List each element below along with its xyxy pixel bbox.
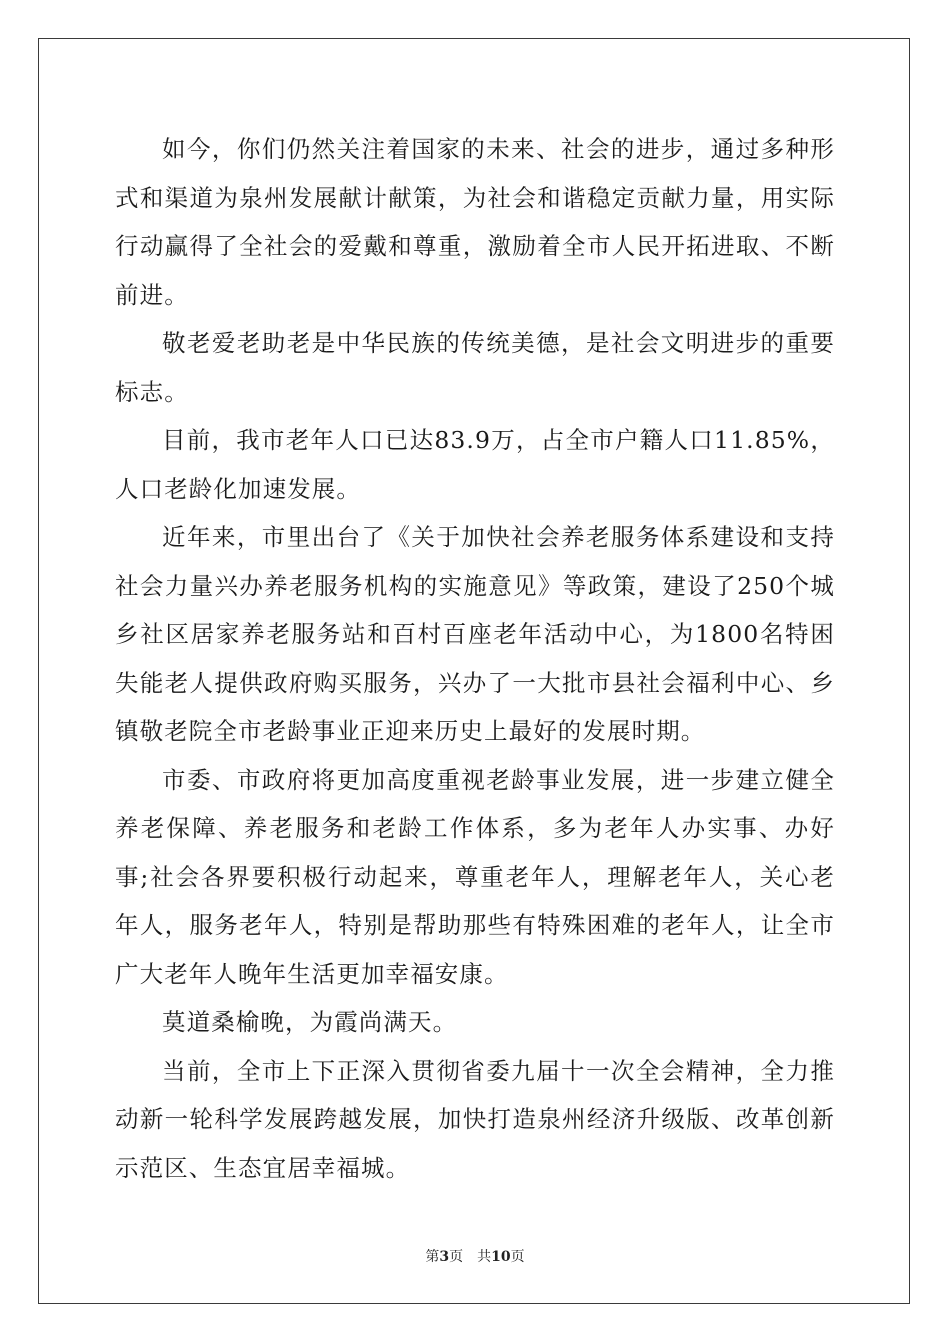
page-suffix: 页 [449, 1249, 464, 1265]
paragraph: 如今，你们仍然关注着国家的未来、社会的进步，通过多种形式和渠道为泉州发展献计献策，为社会和谐稳定贡献力量，用实际行动赢得了全社会的爱戴和尊重，激励着全市人民开拓进取、不断前进。 [115, 135, 835, 309]
paragraph: 莫道桑榆晚，为霞尚满天。 [162, 1008, 458, 1036]
page-prefix: 第 [425, 1249, 440, 1265]
paragraph: 敬老爱老助老是中华民族的传统美德，是社会文明进步的重要标志。 [115, 329, 835, 406]
paragraph: 市委、市政府将更加高度重视老龄事业发展，进一步建立健全养老保障、养老服务和老龄工作体系，多为老年人办实事、办好事;社会各界要积极行动起来，尊重老年人，理解老年人，关心老年人，服务老年人，特别是帮助那些有特殊困难的老年人，让全市广大老年人晚年生活更加幸福安康。 [115, 765, 835, 988]
paragraph: 当前，全市上下正深入贯彻省委九届十一次全会精神，全力推动新一轮科学发展跨越发展，加快打造泉州经济升级版、改革创新示范区、生态宜居幸福城。 [115, 1056, 835, 1182]
page-footer [0, 1246, 950, 1266]
document-body [115, 125, 835, 1192]
page-number: 3 [439, 1249, 450, 1265]
total-suffix: 页 [510, 1249, 525, 1265]
paragraph: 近年来，市里出台了《关于加快社会养老服务体系建设和支持社会力量兴办养老服务机构的实施意见》等政策，建设了250个城乡社区居家养老服务站和百村百座老年活动中心，为1800名特困失能老人提供政府购买服务，兴办了一大批市县社会福利中心、乡镇敬老院全市老龄事业正迎来历史上最好的发展时期。 [115, 523, 835, 745]
paragraph: 目前，我市老年人口已达83.9万，占全市户籍人口11.85%，人口老龄化加速发展。 [115, 426, 835, 503]
total-prefix: 共 [477, 1249, 492, 1265]
total-pages: 10 [491, 1249, 511, 1265]
